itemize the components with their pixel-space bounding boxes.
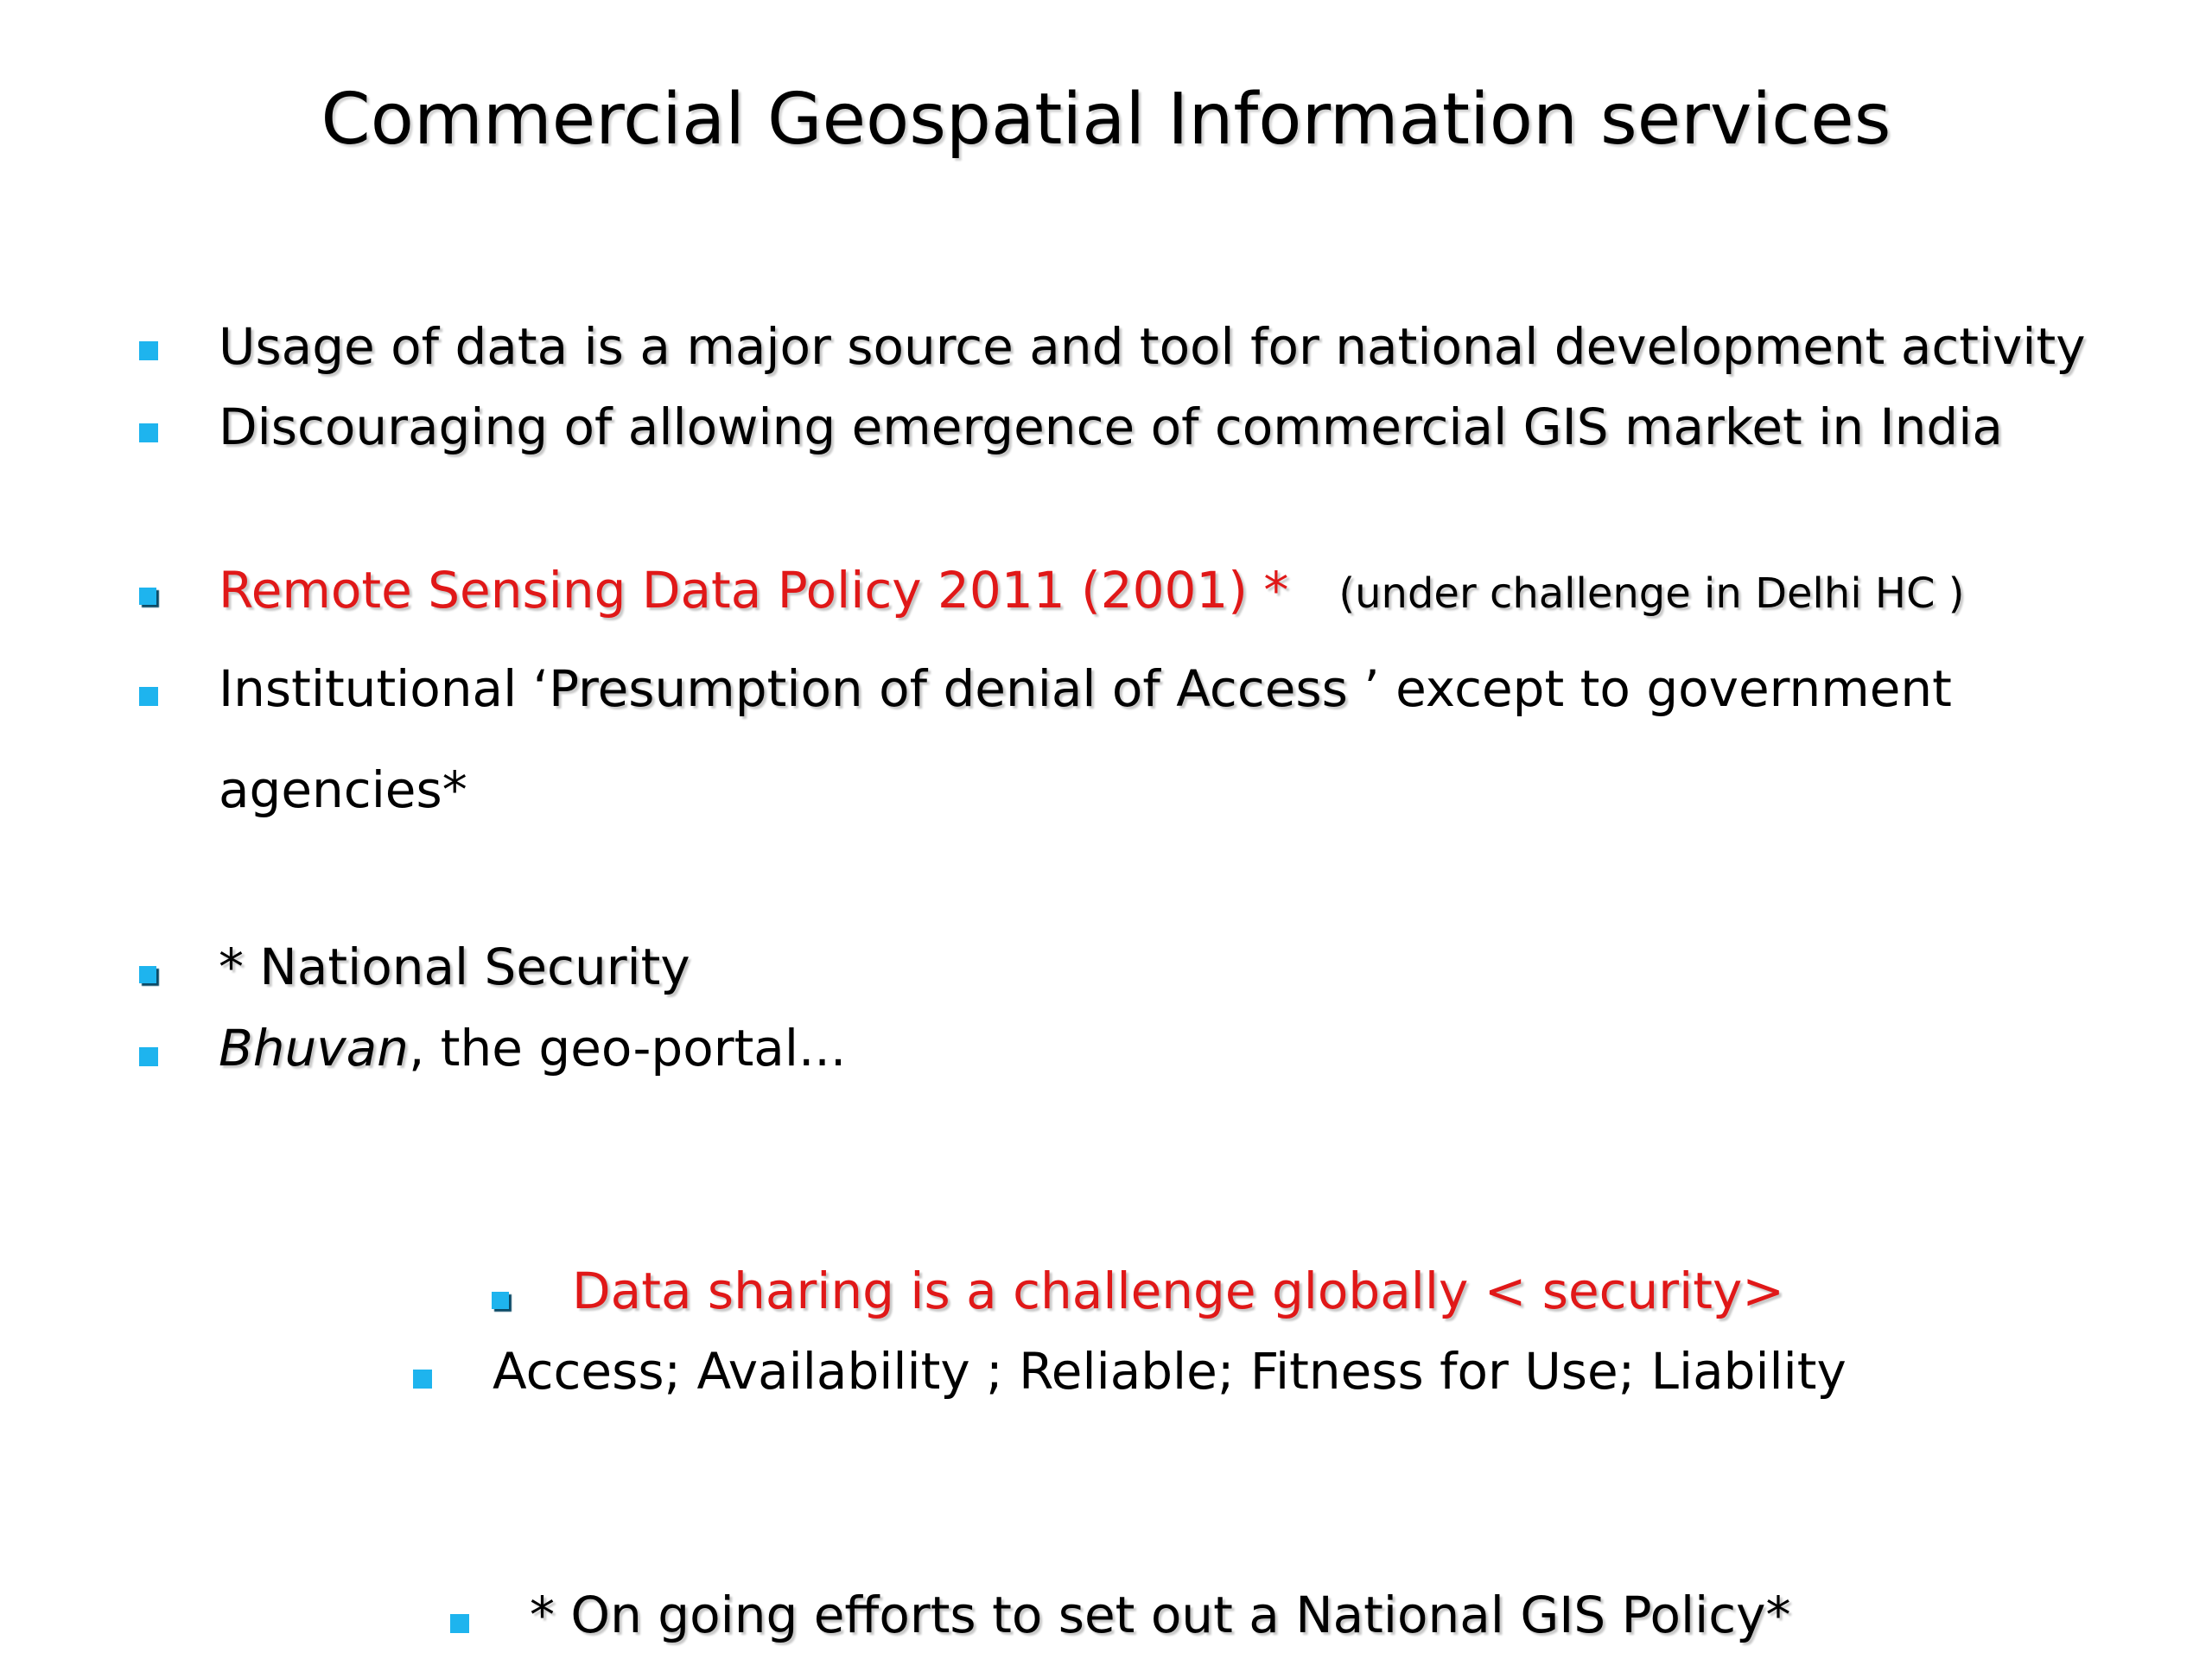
bhuvan-rest: , the geo-portal... <box>408 1019 847 1077</box>
bullet-national-gis: * On going efforts to set out a National GIS Policy* <box>530 1586 1791 1644</box>
policy-note: (under challenge in Delhi HC ) <box>1338 569 1965 618</box>
policy-text: Remote Sensing Data Policy 2011 (2001) * <box>219 561 1289 620</box>
bullet-institutional <box>219 659 1952 718</box>
square-bullet-icon <box>139 341 158 360</box>
square-bullet-icon <box>139 687 158 706</box>
institutional-line2-text: agencies* <box>219 760 467 819</box>
square-bullet-icon <box>139 1047 158 1066</box>
institutional-emphasis: Presumption of denial of Access <box>549 659 1348 718</box>
slide-title: Commercial Geospatial Information services <box>321 79 1891 161</box>
bullet-bhuvan <box>219 1019 847 1077</box>
square-bullet-icon <box>413 1370 432 1389</box>
bullet-data-sharing: Data sharing is a challenge globally < security> <box>572 1262 1784 1320</box>
institutional-prefix: Institutional ‘ <box>219 659 550 718</box>
bullet-discouraging: Discouraging of allowing emergence of commercial GIS market in India <box>219 397 2003 456</box>
square-bullet-icon <box>450 1614 469 1633</box>
institutional-suffix: ’ except to government <box>1347 659 1952 718</box>
bullet-institutional-line2 <box>219 760 467 819</box>
bullet-usage: Usage of data is a major source and tool for national development activity <box>219 317 2086 376</box>
square-bullet-icon <box>139 966 156 983</box>
bullet-policy <box>219 561 1965 620</box>
square-bullet-icon <box>139 588 156 605</box>
square-bullet-icon <box>492 1292 509 1309</box>
bullet-security: * National Security <box>219 938 690 996</box>
bhuvan-name: Bhuvan <box>219 1019 409 1077</box>
bullet-access: Access; Availability ; Reliable; Fitness for Use; Liability <box>493 1342 1847 1401</box>
square-bullet-icon <box>139 423 158 442</box>
